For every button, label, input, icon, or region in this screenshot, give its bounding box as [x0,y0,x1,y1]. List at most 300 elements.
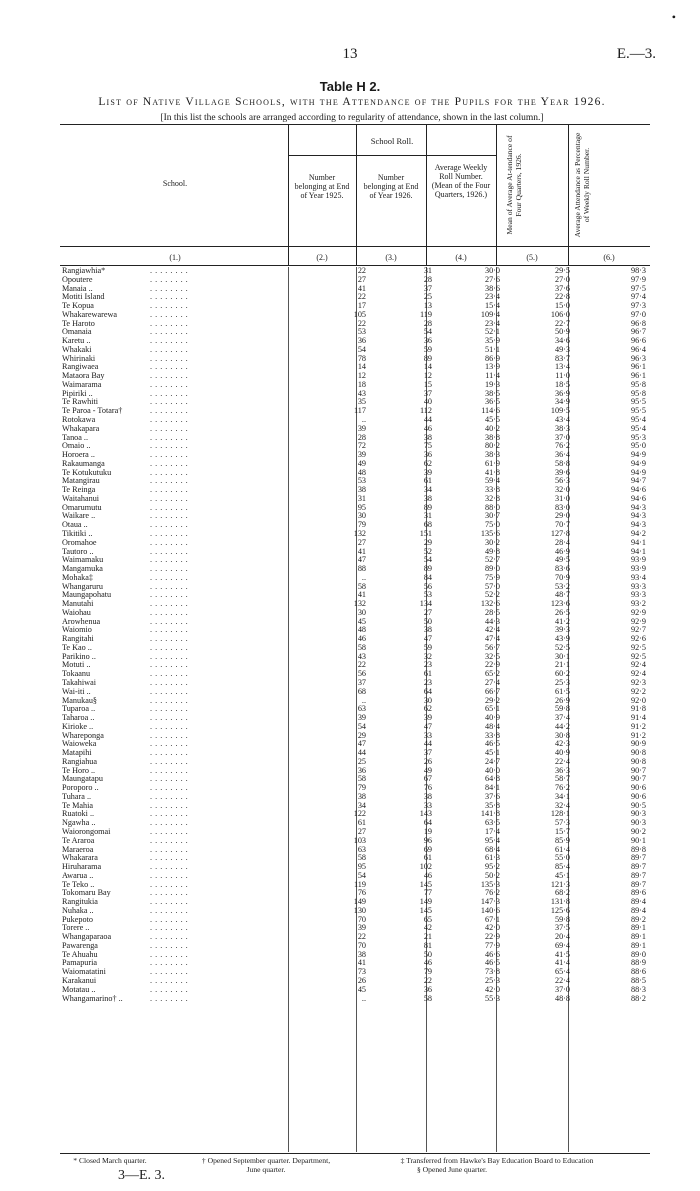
roll-1925: 48 [357,625,366,635]
leader-dots: . . . . . . . . [150,809,189,819]
leader-dots: . . . . . . . . [150,555,189,565]
roll-1925: 44 [357,748,366,758]
roll-1925: 56 [357,669,366,679]
weekly-roll: 30·2 [484,537,500,547]
leader-dots: . . . . . . . . [150,336,189,346]
attendance-percent: 92·3 [630,677,646,687]
roll-1926: 44 [423,739,432,749]
weekly-roll: 38·3 [484,450,500,460]
weekly-roll: 42·0 [484,984,500,994]
leader-dots: . . . . . . . . [150,441,189,451]
mean-attendance: 42·3 [554,739,570,749]
weekly-roll: 48·4 [484,721,500,731]
weekly-roll: 19·3 [484,379,500,389]
school-name: Karakanui [62,976,97,986]
mean-attendance: 53·2 [554,581,570,591]
attendance-percent: 90·9 [630,739,646,749]
roll-1926: 23 [423,660,432,670]
mean-attendance: 123·6 [550,599,570,609]
school-name: Manutahi [62,599,94,609]
mean-attendance: 48·7 [554,590,570,600]
attendance-percent: 95·5 [630,397,646,407]
mean-attendance: 11·0 [555,371,570,381]
leader-dots: . . . . . . . . [150,923,189,933]
roll-1926: 23 [423,677,432,687]
mean-attendance: 83·7 [554,353,570,363]
roll-1926: 28 [423,274,432,284]
school-name: Whangaparaoa [62,932,112,942]
leader-dots: . . . . . . . . [150,897,189,907]
roll-1925: .. [361,695,366,705]
roll-1925: 22 [357,660,366,670]
document-reference: E.—3. [616,46,656,62]
mean-attendance: 38·3 [554,423,570,433]
weekly-roll: 24·7 [484,756,500,766]
attendance-percent: 89·8 [630,844,646,854]
attendance-percent: 90·1 [630,835,646,845]
mean-attendance: 41·2 [554,616,570,626]
roll-1926: 52 [423,546,432,556]
attendance-percent: 94·1 [630,537,646,547]
attendance-percent: 92·6 [630,634,646,644]
attendance-percent: 89·4 [630,905,646,915]
attendance-percent: 93·9 [630,564,646,574]
table-subtitle: List of Native Village Schools, with the Attendance of the Pupils for the Year 1926. [98,96,606,108]
weekly-roll: 32·8 [484,493,500,503]
mean-attendance: 29·5 [554,266,570,275]
roll-1925: 103 [353,835,366,845]
school-name: Waioweka [62,739,97,749]
leader-dots: . . . . . . . . [150,756,189,766]
leader-dots: . . . . . . . . [150,958,189,968]
weekly-roll: 25·3 [484,976,500,986]
roll-1926: 28 [423,318,432,328]
leader-dots: . . . . . . . . [150,905,189,915]
school-roll-header: School Roll. [370,136,414,146]
school-name: Rangiwaea [62,362,99,372]
weekly-roll: 35·9 [484,336,500,346]
school-name: Pawarenga [62,940,98,950]
school-name: Te Araroa [62,835,95,845]
weekly-roll: 46·5 [484,958,500,968]
school-name: Karetu .. [62,336,91,346]
roll-1925: 76 [357,888,366,898]
roll-1925: 41 [357,283,366,293]
leader-dots: . . . . . . . . [150,765,189,775]
roll-1926: 134 [419,599,432,609]
mean-attendance: 37·4 [554,713,570,723]
roll-1926: 34 [423,485,432,495]
school-name: Rakaumanga [62,458,105,468]
weekly-roll: 57·0 [484,581,500,591]
mean-attendance: 44·2 [554,721,570,731]
attendance-percent: 95·3 [630,432,646,442]
attendance-percent: 89·7 [630,870,646,880]
roll-1925: 36 [357,336,366,346]
mean-attendance: 28·4 [554,537,570,547]
school-name: Te Rawhiti [62,397,99,407]
school-name: Tuparoa .. [62,704,96,714]
school-name: Mangamuka [62,564,103,574]
weekly-roll: 86·9 [484,353,500,363]
roll-1925: 70 [357,940,366,950]
weekly-roll: 135·3 [480,879,500,889]
school-name: Te Ahuahu [62,949,98,959]
weekly-roll: 147·3 [480,897,500,907]
attendance-percent: 97·9 [630,274,646,284]
weekly-roll: 55·3 [484,993,500,1003]
col4-number: (4.) [455,253,467,262]
leader-dots: . . . . . . . . [150,309,189,319]
attendance-percent: 95·8 [630,388,646,398]
weekly-roll: 61·3 [484,853,500,863]
school-name: Te Haroto [62,318,95,328]
mean-attendance: 22·4 [554,976,570,986]
roll-1925: 63 [357,844,366,854]
leader-dots: . . . . . . . . [150,721,189,731]
school-name: Tokaanu [62,669,91,679]
leader-dots: . . . . . . . . [150,677,189,687]
leader-dots: . . . . . . . . [150,283,189,293]
roll-1926: 14 [423,362,432,372]
weekly-roll: 76·2 [484,888,500,898]
roll-1925: 72 [357,441,366,451]
leader-dots: . . . . . . . . [150,888,189,898]
roll-1926: 33 [423,800,432,810]
weekly-roll: 33·8 [484,730,500,740]
weekly-roll: 22·9 [484,932,500,942]
roll-1925: 78 [357,353,366,363]
school-name: Te Paroa - Totara† [62,406,123,416]
mean-attendance: 30·1 [554,651,570,661]
roll-1926: 145 [419,905,432,915]
attendance-percent: 90·5 [630,800,646,810]
leader-dots: . . . . . . . . [150,713,189,723]
school-name: Waikare .. [62,511,96,521]
mean-attendance: 22·7 [554,318,570,328]
school-name: Rangiahua [62,756,98,766]
roll-1926: 59 [423,642,432,652]
roll-1925: 122 [353,809,366,819]
roll-1926: 77 [423,888,432,898]
roll-1926: 36 [423,450,432,460]
roll-1926: 38 [423,493,432,503]
attendance-percent: 92·4 [630,669,646,679]
roll-1925: 58 [357,642,366,652]
school-name: Te Kotukutuku [62,467,112,477]
attendance-percent: 88·2 [630,993,646,1003]
mean-attendance: 49·3 [554,344,570,354]
roll-1926: 39 [423,713,432,723]
roll-1926: 54 [423,327,432,337]
leader-dots: . . . . . . . . [150,318,189,328]
school-header: School. [162,179,188,188]
attendance-percent: 96·3 [630,353,646,363]
attendance-percent: 88·6 [630,967,646,977]
roll-1926: 26 [423,756,432,766]
attendance-percent: 93·3 [630,590,646,600]
roll-1926: 30 [423,695,432,705]
leader-dots: . . . . . . . . [150,406,189,416]
school-name: Whakaki [62,344,92,354]
weekly-roll: 109·4 [480,309,500,319]
mean-attendance: 131·8 [550,897,570,907]
school-name: Waiorongomai [62,827,111,836]
roll-1925: 88 [357,564,366,574]
attendance-percent: 90·8 [630,756,646,766]
leader-dots: . . . . . . . . [150,774,189,784]
mean-attendance: 15·0 [554,301,570,311]
leader-dots: . . . . . . . . [150,572,189,582]
weekly-roll: 73·8 [484,967,500,977]
school-name: Whirinaki [62,353,96,363]
leader-dots: . . . . . . . . [150,379,189,389]
mean-attendance: 49·5 [554,555,570,565]
attendance-percent: 89·7 [630,853,646,863]
weekly-roll: 33·8 [484,485,500,495]
leader-dots: . . . . . . . . [150,450,189,460]
roll-1925: 34 [357,800,366,810]
leader-dots: . . . . . . . . [150,467,189,477]
roll-1926: 151 [419,528,432,538]
leader-dots: . . . . . . . . [150,844,189,854]
mean-attendance: 37·5 [554,923,570,933]
mean-attendance: 125·6 [550,905,570,915]
roll-1925: 28 [357,432,366,442]
leader-dots: . . . . . . . . [150,704,189,714]
mean-attendance: 65·4 [554,967,570,977]
roll-1925: 37 [357,677,366,687]
mean-attendance: 39·6 [554,467,570,477]
attendance-percent: 92·5 [630,651,646,661]
roll-1926: 19 [423,827,432,836]
footnote-transferred: ‡ Transferred from Hawke's Bay Education Board to Education [400,1156,594,1165]
roll-1926: 44 [423,415,432,425]
weekly-roll: 13·9 [484,362,500,372]
leader-dots: . . . . . . . . [150,274,189,284]
roll-1926: 50 [423,616,432,626]
school-name: Whareponga [62,730,104,740]
page-mark: • [671,10,676,24]
mean-attendance: 59·8 [554,914,570,924]
roll-1926: 37 [423,388,432,398]
weekly-roll: 56·7 [484,642,500,652]
leader-dots: . . . . . . . . [150,362,189,372]
weekly-roll: 41·8 [484,467,500,477]
mean-attendance: 34·6 [554,336,570,346]
school-name: Whakarewarewa [62,309,117,319]
roll-1925: 27 [357,827,366,836]
attendance-percent: 88·5 [630,976,646,986]
roll-1925: 22 [357,932,366,942]
mean-attendance: 29·0 [554,511,570,521]
attendance-percent: 90·2 [630,827,646,836]
leader-dots: . . . . . . . . [150,485,189,495]
mean-attendance: 109·5 [550,406,570,416]
leader-dots: . . . . . . . . [150,739,189,749]
roll-1925: 47 [357,555,366,565]
mean-attendance: 58·7 [554,774,570,784]
attendance-percent: 92·5 [630,642,646,652]
attendance-percent: 95·4 [630,423,646,433]
school-name: Te Horo .. [62,765,96,775]
leader-dots: . . . . . . . . [150,879,189,889]
roll-1926: 42 [423,923,432,933]
mean-attendance: 21·1 [554,660,570,670]
weekly-roll: 68·4 [484,844,500,854]
col4-header: Average Weekly Roll Number. (Mean of the Four Quarters, 1926.) [431,163,491,199]
weekly-roll: 46·6 [484,949,500,959]
school-name: Rangitukia [62,897,98,907]
leader-dots: . . . . . . . . [150,301,189,311]
school-name: Pipiriki .. [62,388,93,398]
attendance-percent: 94·1 [630,546,646,556]
school-name: Manaia .. [62,283,93,293]
attendance-percent: 97·3 [630,301,646,311]
school-name: Otaua .. [62,520,88,530]
leader-dots: . . . . . . . . [150,642,189,652]
leader-dots: . . . . . . . . [150,388,189,398]
roll-1925: 39 [357,713,366,723]
attendance-percent: 89·0 [630,949,646,959]
weekly-roll: 89·0 [484,564,500,574]
col2-header: Number belonging at End of Year 1925. [294,173,350,200]
footnote-opened-june: § Opened June quarter. [416,1165,487,1174]
mean-attendance: 55·0 [554,853,570,863]
mean-attendance: 57·3 [554,818,570,828]
school-name: Omaio .. [62,441,91,451]
roll-1926: 49 [423,765,432,775]
attendance-percent: 93·3 [630,581,646,591]
mean-attendance: 32·0 [554,485,570,495]
mean-attendance: 59·8 [554,704,570,714]
roll-1926: 31 [423,511,432,521]
roll-1926: 25 [423,292,432,302]
leader-dots: . . . . . . . . [150,651,189,661]
attendance-percent: 97·4 [630,292,646,302]
leader-dots: . . . . . . . . [150,397,189,407]
leader-dots: . . . . . . . . [150,827,189,836]
leader-dots: . . . . . . . . [150,976,189,986]
mean-attendance: 39·3 [554,625,570,635]
mean-attendance: 36·9 [554,388,570,398]
leader-dots: . . . . . . . . [150,292,189,302]
roll-1925: 58 [357,581,366,591]
leader-dots: . . . . . . . . [150,695,189,705]
school-name: Matapihi [62,748,92,758]
weekly-roll: 30·0 [484,266,500,275]
school-name: Ruatoki .. [62,809,95,819]
attendance-percent: 90·8 [630,748,646,758]
weekly-roll: 40·0 [484,765,500,775]
weekly-roll: 135·6 [480,528,500,538]
leader-dots: . . . . . . . . [150,537,189,547]
school-name: Maungapohatu [62,590,112,600]
roll-1926: 22 [423,976,432,986]
roll-1925: 58 [357,774,366,784]
roll-1926: 33 [423,730,432,740]
roll-1926: 21 [423,932,432,942]
attendance-percent: 96·4 [630,344,646,354]
leader-dots: . . . . . . . . [150,415,189,425]
attendance-percent: 92·0 [630,695,646,705]
roll-1926: 62 [423,458,432,468]
roll-1925: .. [361,993,366,1003]
mean-attendance: 69·4 [554,940,570,950]
roll-1925: 12 [357,371,366,381]
leader-dots: . . . . . . . . [150,344,189,354]
col5-header: Mean of Average At-tendance of Four Quarters, 1926. [505,135,523,235]
roll-1925: 43 [357,651,366,661]
roll-1926: 76 [423,783,432,793]
mean-attendance: 37·0 [554,432,570,442]
roll-1926: 32 [423,651,432,661]
school-name: Opoutere [62,274,93,284]
leader-dots: . . . . . . . . [150,791,189,801]
leader-dots: . . . . . . . . [150,660,189,670]
attendance-percent: 90·6 [630,791,646,801]
roll-1925: 46 [357,634,366,644]
weekly-roll: 17·4 [484,827,500,836]
roll-1925: 119 [354,879,366,889]
leader-dots: . . . . . . . . [150,476,189,486]
leader-dots: . . . . . . . . [150,564,189,574]
attendance-percent: 90·6 [630,783,646,793]
school-name: Pamapuria [62,958,98,968]
leader-dots: . . . . . . . . [150,625,189,635]
roll-1925: 43 [357,388,366,398]
attendance-percent: 96·7 [630,327,646,337]
roll-1926: 53 [423,590,432,600]
leader-dots: . . . . . . . . [150,730,189,740]
leader-dots: . . . . . . . . [150,581,189,591]
weekly-roll: 140·6 [480,905,500,915]
leader-dots: . . . . . . . . [150,502,189,512]
leader-dots: . . . . . . . . [150,607,189,617]
roll-1926: 149 [419,897,432,907]
leader-dots: . . . . . . . . [150,862,189,872]
roll-1925: 79 [357,783,366,793]
weekly-roll: 23·4 [484,292,500,302]
school-name: Arowhenua [62,616,101,626]
mean-attendance: 76·2 [554,783,570,793]
weekly-roll: 42·0 [484,923,500,933]
roll-1925: 61 [357,818,366,828]
roll-1926: 112 [420,406,432,416]
school-name: Omarumutu [62,502,102,512]
attendance-percent: 89·4 [630,897,646,907]
school-name: Whangamarino† .. [62,993,123,1003]
roll-1926: 29 [423,537,432,547]
school-name: Manukau§ [62,695,98,705]
roll-1925: 38 [357,949,366,959]
school-name: Waimamaku [62,555,104,565]
roll-1925: 27 [357,537,366,547]
attendance-percent: 89·7 [630,879,646,889]
leader-dots: . . . . . . . . [150,783,189,793]
weekly-roll: 36·5 [484,397,500,407]
leader-dots: . . . . . . . . [150,853,189,863]
attendance-percent: 94·3 [630,520,646,530]
mean-attendance: 34·9 [554,397,570,407]
weekly-roll: 44·3 [484,616,500,626]
roll-1926: 89 [423,353,432,363]
mean-attendance: 32·4 [554,800,570,810]
roll-1926: 89 [423,564,432,574]
roll-1925: 73 [357,967,366,977]
roll-1925: 132 [353,528,366,538]
roll-1926: 31 [423,266,432,275]
